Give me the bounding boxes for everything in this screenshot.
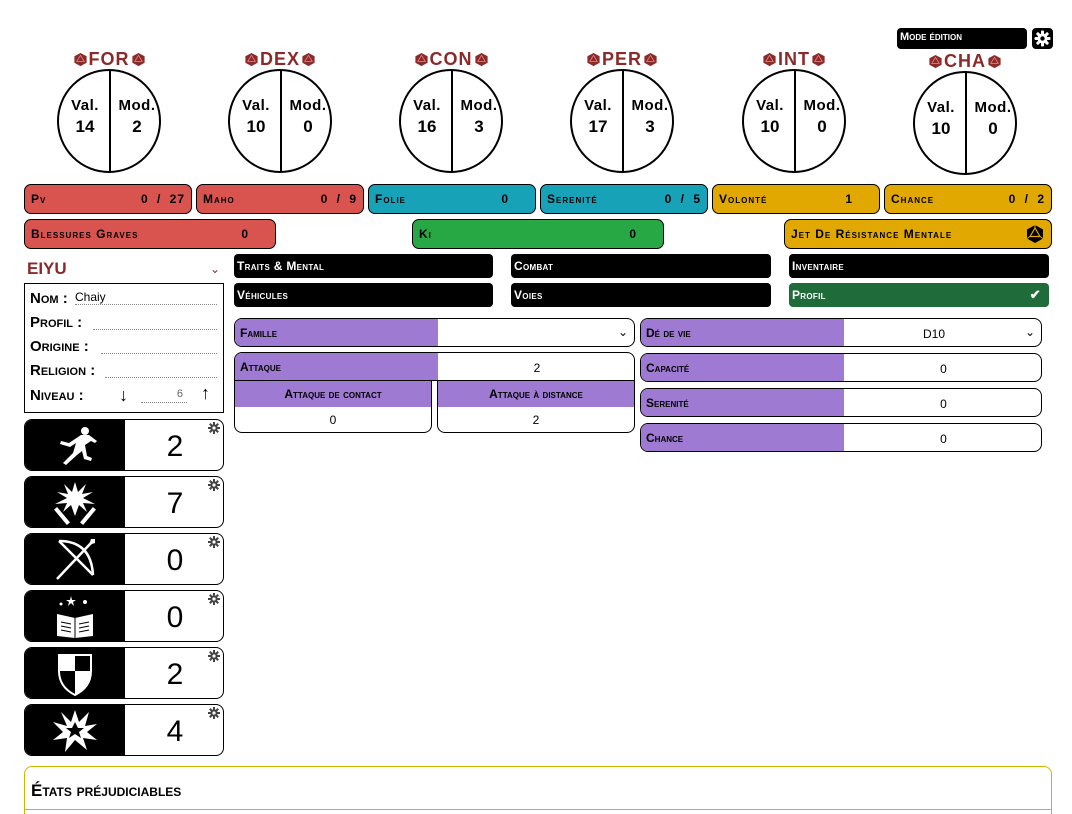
mod-label: Mod. bbox=[118, 97, 156, 114]
etats-title: États préjudiciables bbox=[31, 781, 182, 800]
ability-title[interactable] bbox=[57, 49, 161, 70]
gear-icon bbox=[1032, 28, 1053, 49]
explosion-icon bbox=[51, 706, 99, 754]
profil-input[interactable] bbox=[93, 315, 217, 330]
blessures-value: 0 bbox=[241, 227, 249, 241]
ability-value[interactable]: 10 bbox=[760, 117, 780, 136]
folie-label: Folie bbox=[375, 192, 406, 206]
stat-icon-wrap bbox=[25, 420, 125, 470]
tab-profil[interactable] bbox=[789, 283, 1049, 307]
stat-value[interactable]: 7 bbox=[166, 487, 184, 520]
ki-bar[interactable] bbox=[412, 219, 664, 249]
maho-bar[interactable] bbox=[196, 184, 364, 214]
character-info-box bbox=[24, 283, 224, 413]
ability-circle bbox=[57, 69, 161, 173]
jet-resistance-mentale-button[interactable] bbox=[784, 219, 1052, 249]
attaque-contact-label: Attaque de contact bbox=[235, 381, 431, 407]
religion-label: Religion : bbox=[30, 362, 96, 379]
stat-value[interactable]: 2 bbox=[166, 430, 184, 463]
stat-icon-wrap bbox=[25, 591, 125, 641]
dice-icon bbox=[643, 52, 658, 67]
pv-bar[interactable] bbox=[24, 184, 192, 214]
dice-icon bbox=[987, 54, 1002, 69]
ki-label: Ki bbox=[419, 227, 432, 241]
gear-icon[interactable] bbox=[207, 706, 221, 720]
attaque-label: Attaque bbox=[235, 353, 438, 380]
stat-value[interactable]: 0 bbox=[166, 544, 184, 577]
stat-icon-wrap bbox=[25, 705, 125, 755]
blessures-graves-bar[interactable] bbox=[24, 219, 276, 249]
chance-bar[interactable] bbox=[884, 184, 1052, 214]
tab-vehicules[interactable]: Véhicules bbox=[234, 283, 493, 307]
ability-circle bbox=[399, 69, 503, 173]
stat-value[interactable]: 4 bbox=[166, 715, 184, 748]
dice-icon bbox=[474, 52, 489, 67]
ability-title[interactable] bbox=[742, 49, 846, 70]
maho-value: 0 / 9 bbox=[320, 192, 357, 206]
ability-mod: 0 bbox=[303, 117, 313, 136]
val-label: Val. bbox=[71, 97, 99, 114]
mod-label: Mod. bbox=[631, 97, 669, 114]
tab-inventaire[interactable]: Inventaire bbox=[789, 254, 1049, 278]
chevron-down-icon: ⌄ bbox=[617, 325, 628, 339]
ability-abbr: CHA bbox=[944, 51, 986, 71]
maho-label: Maho bbox=[203, 192, 235, 206]
ability-mod: 0 bbox=[817, 117, 827, 136]
mod-label: Mod. bbox=[803, 97, 841, 114]
folie-value: 0 bbox=[501, 192, 509, 206]
stat-block bbox=[24, 647, 224, 699]
blessures-label: Blessures Graves bbox=[31, 227, 139, 241]
gear-icon[interactable] bbox=[207, 478, 221, 492]
stat-block bbox=[24, 533, 224, 585]
crossed-swords-icon bbox=[51, 478, 99, 526]
divider bbox=[25, 809, 1051, 810]
gear-icon[interactable] bbox=[207, 649, 221, 663]
ability-mod: 3 bbox=[645, 117, 655, 136]
bow-arrow-icon bbox=[51, 535, 99, 583]
capacite-label: Capacité bbox=[641, 354, 844, 381]
ability-abbr: FOR bbox=[88, 49, 130, 69]
famille-label: Famille bbox=[235, 319, 438, 346]
chance-field[interactable] bbox=[640, 423, 1042, 452]
stat-value[interactable]: 0 bbox=[166, 601, 184, 634]
niveau-label: Niveau : bbox=[30, 387, 84, 404]
jet-label: Jet De Résistance Mentale bbox=[791, 227, 953, 241]
pv-label: Pv bbox=[31, 192, 47, 206]
dice-icon bbox=[73, 52, 88, 67]
character-name-select[interactable]: EIYU bbox=[27, 259, 67, 278]
etats-prejudiciables-panel bbox=[24, 766, 1052, 814]
level-up-icon[interactable]: ↑ bbox=[201, 383, 210, 403]
stat-icon-wrap bbox=[25, 477, 125, 527]
volonte-bar[interactable] bbox=[712, 184, 880, 214]
ability-title[interactable] bbox=[570, 49, 674, 70]
mod-label: Mod. bbox=[974, 99, 1012, 116]
serenite-field-label: Serenité bbox=[641, 389, 844, 416]
attaque-value: 2 bbox=[533, 361, 541, 375]
ability-circle bbox=[570, 69, 674, 173]
serenite-label: Serenité bbox=[547, 192, 598, 206]
ability-abbr: CON bbox=[429, 49, 473, 69]
val-label: Val. bbox=[413, 97, 441, 114]
ability-value[interactable]: 17 bbox=[588, 117, 608, 136]
val-label: Val. bbox=[584, 97, 612, 114]
origine-label: Origine : bbox=[30, 338, 89, 355]
chance-label: Chance bbox=[891, 192, 935, 206]
nom-input[interactable]: Chaiy bbox=[75, 290, 217, 305]
attaque-distance-label: Attaque à distance bbox=[438, 381, 634, 407]
ability-mod: 0 bbox=[988, 119, 998, 138]
ability-title[interactable] bbox=[913, 51, 1017, 72]
tab-traits-mental[interactable]: Traits & Mental bbox=[234, 254, 493, 278]
ability-abbr: PER bbox=[601, 49, 642, 69]
dice-icon bbox=[301, 52, 316, 67]
stat-block bbox=[24, 590, 224, 642]
origine-input[interactable] bbox=[101, 339, 217, 354]
chevron-down-icon: ⌄ bbox=[1024, 325, 1035, 339]
ability-value[interactable]: 14 bbox=[75, 117, 95, 136]
val-label: Val. bbox=[756, 97, 784, 114]
tab-combat[interactable]: Combat bbox=[511, 254, 771, 278]
dice-icon bbox=[586, 52, 601, 67]
attaque-contact-field[interactable] bbox=[234, 381, 432, 433]
mode-edition-button[interactable]: Mode édition bbox=[897, 28, 1027, 49]
stat-block bbox=[24, 419, 224, 471]
tab-profil-label: Profil bbox=[792, 288, 826, 302]
gear-icon[interactable] bbox=[207, 592, 221, 606]
stat-value[interactable]: 2 bbox=[166, 658, 184, 691]
volonte-label: Volonté bbox=[719, 192, 768, 206]
ability-title[interactable] bbox=[399, 49, 503, 70]
de-de-vie-value: D10 bbox=[922, 327, 945, 341]
mod-label: Mod. bbox=[460, 97, 498, 114]
attaque-distance-value: 2 bbox=[532, 413, 540, 427]
magic-book-icon bbox=[51, 592, 99, 640]
chevron-down-icon[interactable]: ⌄ bbox=[210, 262, 221, 276]
chance-field-label: Chance bbox=[641, 424, 844, 451]
stat-block bbox=[24, 704, 224, 756]
niveau-input[interactable]: 6 bbox=[141, 388, 187, 403]
religion-input[interactable] bbox=[105, 363, 217, 378]
profil-label: Profil : bbox=[30, 314, 83, 331]
ability-circle bbox=[742, 69, 846, 173]
serenite-bar[interactable] bbox=[540, 184, 708, 214]
volonte-value: 1 bbox=[845, 192, 853, 206]
capacite-field[interactable] bbox=[640, 353, 1042, 382]
de-de-vie-label: Dé de vie bbox=[641, 319, 844, 346]
chance-field-value: 0 bbox=[940, 432, 947, 446]
dice-icon bbox=[414, 52, 429, 67]
check-icon: ✔ bbox=[1029, 287, 1041, 302]
nom-label: Nom : bbox=[30, 290, 68, 307]
stat-icon-wrap bbox=[25, 648, 125, 698]
dice-icon bbox=[811, 52, 826, 67]
stat-block bbox=[24, 476, 224, 528]
famille-value bbox=[438, 319, 635, 346]
serenite-field-value: 0 bbox=[940, 397, 947, 411]
de-de-vie-select[interactable] bbox=[640, 318, 1042, 347]
d20-dice-icon bbox=[1025, 224, 1045, 244]
serenite-field[interactable] bbox=[640, 388, 1042, 417]
gear-icon[interactable] bbox=[207, 535, 221, 549]
ability-value[interactable]: 16 bbox=[417, 117, 437, 136]
ability-value[interactable]: 10 bbox=[931, 119, 951, 138]
dice-icon bbox=[131, 52, 146, 67]
serenite-value: 0 / 5 bbox=[664, 192, 701, 206]
ability-abbr: DEX bbox=[259, 49, 300, 69]
ability-circle bbox=[228, 69, 332, 173]
shield-icon bbox=[51, 649, 99, 697]
ability-value[interactable]: 10 bbox=[246, 117, 266, 136]
capacite-value: 0 bbox=[940, 362, 947, 376]
ability-abbr: INT bbox=[778, 49, 810, 69]
ki-value: 0 bbox=[629, 227, 637, 241]
stat-icon-wrap bbox=[25, 534, 125, 584]
level-down-icon[interactable]: ↓ bbox=[119, 385, 128, 405]
ability-circle bbox=[913, 71, 1017, 175]
gear-icon[interactable] bbox=[207, 421, 221, 435]
running-icon bbox=[51, 421, 99, 469]
ability-mod: 3 bbox=[474, 117, 484, 136]
dice-icon bbox=[762, 52, 777, 67]
dice-icon bbox=[928, 54, 943, 69]
attaque-distance-field[interactable] bbox=[437, 381, 635, 433]
ability-title[interactable] bbox=[228, 49, 332, 70]
settings-gear-button[interactable] bbox=[1032, 28, 1053, 49]
folie-bar[interactable] bbox=[368, 184, 536, 214]
val-label: Val. bbox=[242, 97, 270, 114]
dice-icon bbox=[244, 52, 259, 67]
attaque-contact-value: 0 bbox=[329, 413, 337, 427]
famille-select[interactable] bbox=[234, 318, 635, 347]
val-label: Val. bbox=[927, 99, 955, 116]
chance-value: 0 / 2 bbox=[1008, 192, 1045, 206]
mod-label: Mod. bbox=[289, 97, 327, 114]
pv-value: 0 / 27 bbox=[140, 192, 185, 206]
attaque-field[interactable] bbox=[234, 352, 635, 381]
tab-voies[interactable]: Voies bbox=[511, 283, 771, 307]
ability-mod: 2 bbox=[132, 117, 142, 136]
